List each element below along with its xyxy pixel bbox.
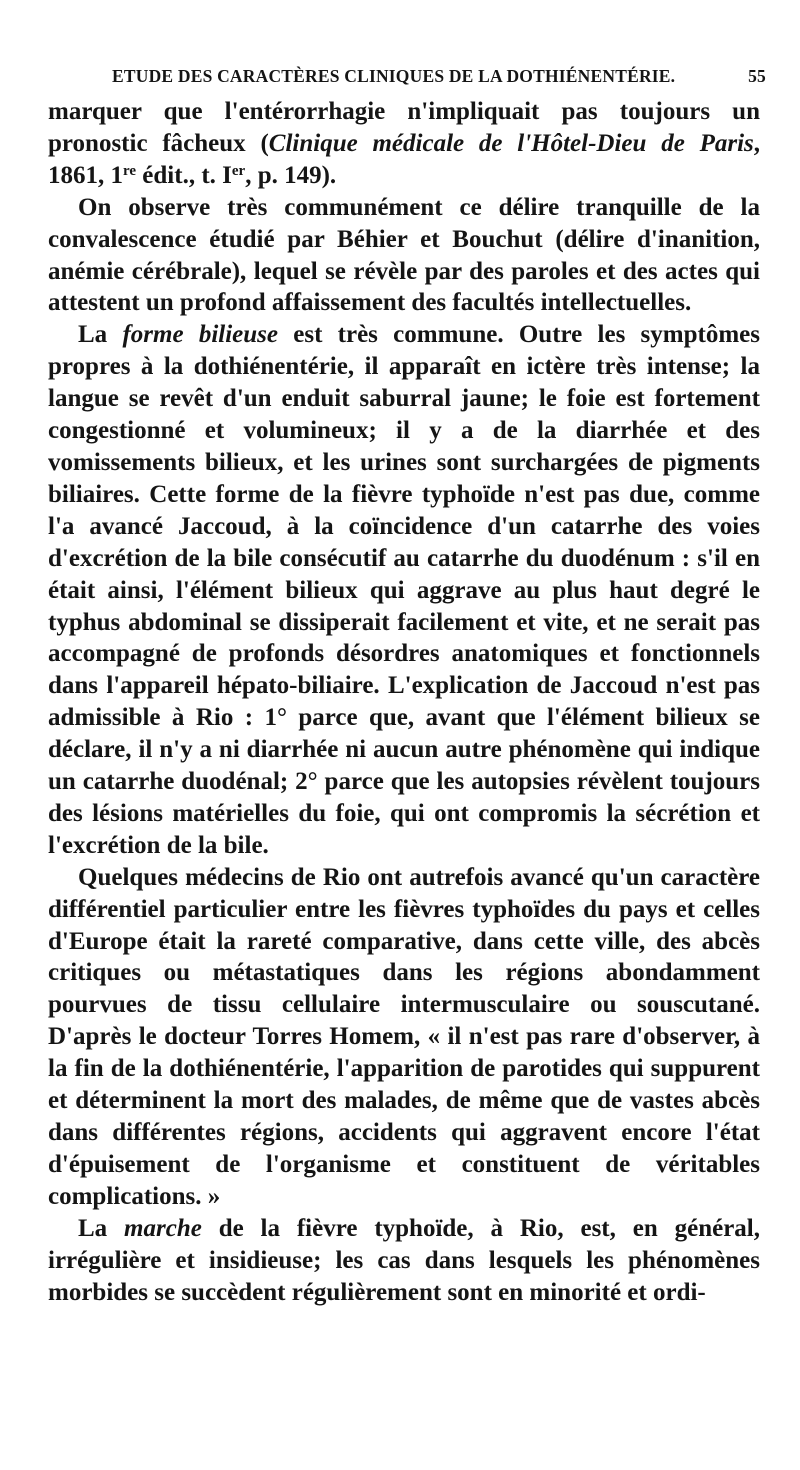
- running-header: [48, 58, 766, 88]
- paragraph-4: Quelques médecins de Rio ont autrefois avancé qu'un caractère différentiel particulier entre les fièvres typhoïdes du pays et celles d'Europe était la rareté comparative, dans cette ville, des abcès critiques ou métastatiques dans les régions abondamment pourvues de tissu cellulaire intermusculaire ou souscutané. D'après le docteur Torres Homem, « il n'est pas rare d'observer, à la fin de la dothiénentérie, l'apparition de parotides qui suppurent et déterminent la mort des malades, de même que de vastes abcès dans différentes régions, accidents qui aggravent encore l'état d'épuisement de l'organisme et constituent de véritables complications. »: [48, 863, 760, 1210]
- paragraph-5: [48, 1213, 760, 1309]
- page-number: 55: [748, 66, 766, 86]
- paragraph-3-text-b: est très commune. Outre les symptômes propres à la dothiénentérie, il apparaît en ictère très intense; la langue se revêt d'un enduit saburral jaune; le foie est fortement congestionné et volumineux; il y a de la diarrhée et des vomissements bilieux, et les urines sont surchargées de pigments biliaires. Cette forme de la fièvre typhoïde n'est pas due, comme l'a avancé Jaccoud, à la coïncidence d'un catarrhe des voies d'excrétion de la bile consécutif au catarrhe du duodénum : s'il en était ainsi, l'élément bilieux qui aggrave au plus haut degré le typhus abdominal se dissiperait facilement et vite, et ne serait pas accompagné de profonds désordres anatomiques et fonctionnels dans l'appareil hépato-biliaire. L'explication de Jaccoud n'est pas admissible à Rio : 1° parce que, avant que l'élément bilieux se déclare, il n'y a ni diarrhée ni aucun autre phénomène qui indique un catarrhe duodénal; 2° parce que les autopsies révèlent toujours des lésions matérielles du foie, qui ont compromis la sécrétion et l'excrétion de la bile.: [48, 321, 760, 859]
- forme-bilieuse-term: forme bilieuse: [122, 321, 278, 349]
- volume-superscript: er: [231, 162, 246, 179]
- citation-title: Clinique médicale de l'Hôtel-Dieu de Paris: [268, 129, 754, 157]
- edition-superscript: re: [123, 162, 137, 179]
- paragraph-5-text-b: de la fièvre typhoïde, à Rio, est, en général, irrégulière et insidieuse; les cas dans lesquels les phénomènes morbides se succèdent régulièrement sont en minorité et ordi-: [48, 1214, 760, 1306]
- paragraph-1-text-d: , p. 149).: [245, 161, 337, 189]
- paragraph-1-text-a: marquer que l'entérorrhagie n'impliquait pas toujours un pronostic fâcheux (: [48, 98, 760, 157]
- paragraph-3-text-a: La: [78, 321, 123, 349]
- paragraph-1: [48, 96, 760, 192]
- paragraph-1-text-c: édit., t. I: [136, 161, 232, 189]
- marche-term: marche: [124, 1214, 202, 1242]
- paragraph-5-text-a: La: [78, 1214, 125, 1242]
- paragraph-3: [48, 319, 760, 861]
- body-text: [48, 96, 760, 1308]
- paragraph-1-text-b: , 1861, 1: [48, 129, 761, 189]
- paragraph-2: On observe très communément ce délire tranquille de la convalescence étudié par Béhier et Bouchut (délire d'inanition, anémie cérébrale), lequel se révèle par des paroles et des actes qui attestent un profond affaissement des facultés intellectuelles.: [48, 193, 760, 317]
- running-title: ETUDE DES CARACTÈRES CLINIQUES DE LA DOTHIÉNENTÉRIE.: [112, 66, 676, 86]
